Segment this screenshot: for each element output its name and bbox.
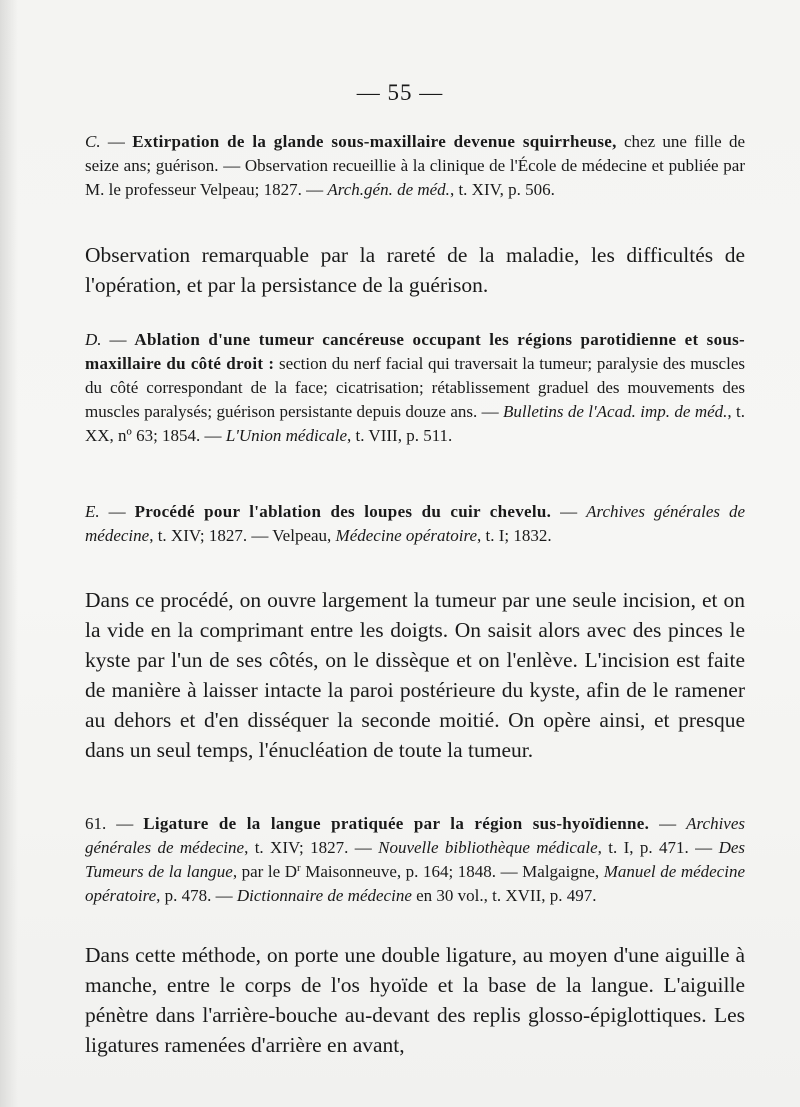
page-edge-shadow: [0, 0, 18, 1107]
entry-c-text-2: , t. XIV, p. 506.: [449, 180, 555, 199]
entry-c-reference: Arch.gén. de méd.: [327, 180, 450, 199]
paragraph-2: Dans ce procédé, on ouvre largement la tumeur par une seule incision, et on la vide en la comprimant entre les doigts. On saisit alors avec des pinces le kyste par l'un de ses côtés, on le dissèque et on l'enlève. L'incision est faite de manière à laisser intacte la paroi postérieure du kyste, afin de le ramener au dehors et d'en disséquer la seconde moitié. On opère ainsi, et presque dans un seul temps, l'énucléation de toute la tumeur.: [85, 588, 745, 762]
entry-d-label: D.: [85, 330, 102, 349]
entry-61-text-7: en 30 vol., t. XVII, p. 497.: [411, 886, 597, 905]
entry-c-label: C.: [85, 132, 101, 151]
entry-61: [85, 812, 745, 908]
entry-d-title: Ablation d'une tumeur cancéreuse occupant les régions parotidienne et sous-maxillaire du côté droit :: [85, 330, 746, 373]
entry-61-text-5: Maisonneuve, p. 164; 1848. — Malgaigne,: [300, 862, 604, 881]
entry-d-text-2: , t. XX, nº 63; 1854. —: [85, 402, 746, 445]
entry-61-reference-2: Nouvelle bibliothèque médicale: [378, 838, 598, 857]
entry-e-label: E.: [85, 502, 100, 521]
entry-61-text-6: , p. 478. —: [156, 886, 237, 905]
entry-d-text-3: , t. VIII, p. 511.: [347, 426, 453, 445]
entry-e-title: Procédé pour l'ablation des loupes du cuir chevelu.: [134, 502, 552, 521]
entry-c-text-1: chez une fille de seize ans; guérison. — Observation recueillie à la clinique de l'École de médecine et publiée par M. le professeur Velpeau; 1827. —: [85, 132, 746, 199]
entry-61-title: Ligature de la langue pratiquée par la région sus-hyoïdienne.: [143, 814, 650, 833]
entry-61-text-3: , t. I, p. 471. —: [597, 838, 719, 857]
entry-61-label: 61.: [85, 814, 107, 833]
entry-61-reference-5: Dictionnaire de médecine: [236, 886, 412, 905]
entry-d-dash: —: [101, 330, 135, 349]
entry-e-dash: —: [99, 502, 135, 521]
entry-61-reference-4: Manuel de médecine opératoire: [85, 862, 745, 905]
entry-61-text-2: , t. XIV; 1827. —: [244, 838, 379, 857]
entry-d-text-1: section du nerf facial qui traversait la tumeur; paralysie des muscles du côté correspondant de la face; cicatrisation; rétablissement graduel des mouvements des muscles paralysés; guérison persistante depuis douze ans. —: [85, 354, 745, 421]
entry-c-dash: —: [100, 132, 133, 151]
entry-61-dash: —: [106, 814, 144, 833]
entry-e-text-1: —: [551, 502, 587, 521]
entry-d: [85, 328, 745, 448]
paragraph-1: Observation remarquable par la rareté de la maladie, les difficultés de l'opération, et par la persistance de la guérison.: [85, 243, 745, 297]
entry-e-reference-1: Archives générales de médecine: [85, 502, 746, 545]
entry-61-superscript: r: [297, 862, 301, 874]
entry-e: [85, 500, 745, 548]
entry-c: [85, 130, 745, 202]
entry-c-title: Extirpation de la glande sous-maxillaire devenue squirrheuse,: [132, 132, 617, 151]
entry-e-text-3: , t. I; 1832.: [477, 526, 552, 545]
paragraph-3: Dans cette méthode, on porte une double ligature, au moyen d'une aiguille à manche, entre le corps de l'os hyoïde et la base de la langue. L'aiguille pénètre dans l'arrière-bouche au-devant des replis glosso-épiglottiques. Les ligatures ramenées d'arrière en avant,: [85, 943, 745, 1057]
entry-e-reference-2: Médecine opératoire: [335, 526, 478, 545]
entry-d-reference-2: L'Union médicale: [225, 426, 348, 445]
entry-61-reference-1: Archives générales de médecine: [85, 814, 746, 857]
entry-61-text-1: —: [649, 814, 687, 833]
entry-e-text-2: , t. XIV; 1827. — Velpeau,: [149, 526, 336, 545]
entry-61-reference-3: Des Tumeurs de la langue: [85, 838, 746, 881]
page-number: — 55 —: [356, 80, 444, 105]
entry-d-reference-1: Bulletins de l'Acad. imp. de méd.: [503, 402, 728, 421]
entry-61-text-4: , par le D: [232, 862, 298, 881]
